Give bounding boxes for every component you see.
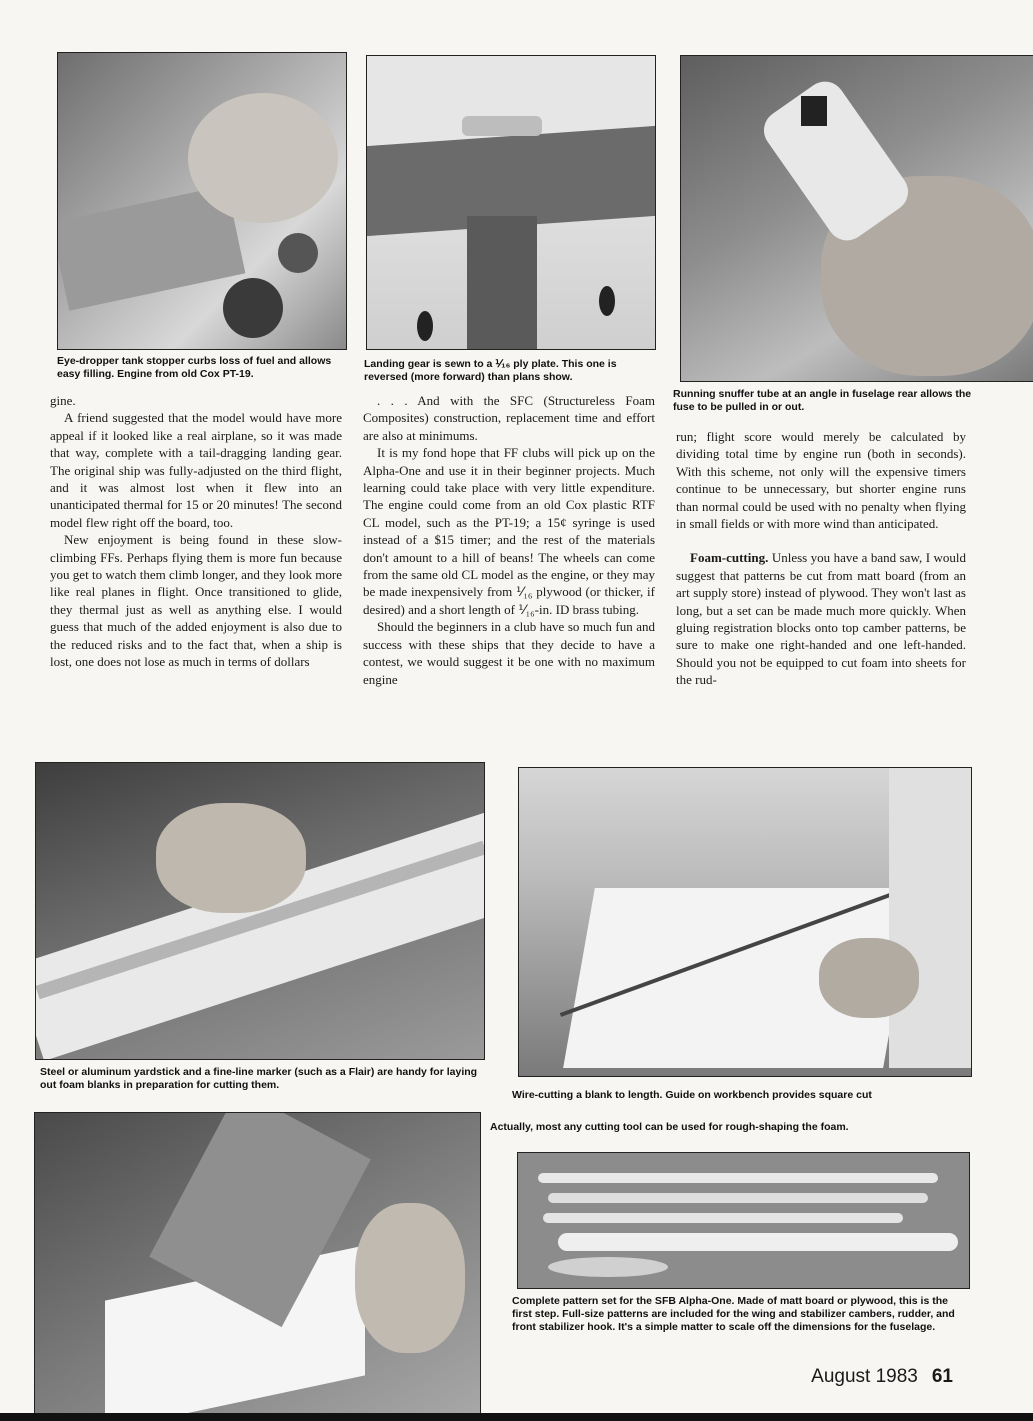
col2-paragraph-2: It is my fond hope that FF clubs will pick up on the Alpha-One and use it in their beginner projects. Much learning could take place with very little expenditure. The engine could come from an old Cox plastic RTF CL model, such as the PT-19; a 15¢ syringe is used instead of a $15 timer; and the rest of the materials don't amount to a hill of beans! The wheels can come from the same old CL model as the engine, or they may be made inexpensively from ⅟₁₆ plywood (or thicker, if desired) and a short length of ⅟₁₆-in. ID brass tubing. bbox=[363, 445, 655, 617]
col1-paragraph-3: New enjoyment is being found in these slow-climbing FFs. Perhaps flying them is more fun because you get to watch them climb longer, and they look more like real planes in flight. Once transitioned to glide, they thermal just as well as anything else. I would guess that much of the added enjoyment is also due to the reduced risks and to the fact that, when a ship is lost, one does not lose as much in terms of dollars bbox=[50, 532, 342, 670]
issue-date: August 1983 bbox=[811, 1366, 918, 1387]
col3-paragraph-2: Unless you have a band saw, I would suggest that patterns be cut from matt board (from an art supply store) instead of plywood. They won't last as long, but a set can be made much more quickly. When gluing registration blocks onto top camber patterns, be sure to make one right-handed and one left-handed. Should you not be equipped to cut foam into sheets for the rud- bbox=[676, 550, 966, 688]
caption-snuffer: Running snuffer tube at an angle in fuselage rear allows the fuse to be pulled in or out. bbox=[673, 388, 972, 413]
photo-saw-cutting bbox=[34, 1112, 481, 1414]
photo-snuffer-tube bbox=[680, 55, 1033, 382]
text-column-2 bbox=[363, 392, 655, 688]
col2-paragraph-1: . . . And with the SFC (Structureless Foam Composites) construction, replacement time and effort are also at minimums. bbox=[363, 393, 655, 443]
caption-tank: Eye-dropper tank stopper curbs loss of fuel and allows easy filling. Engine from old Cox PT-19. bbox=[57, 355, 332, 380]
text-column-3 bbox=[676, 428, 966, 689]
section-heading-foam-cutting: Foam-cutting. bbox=[690, 550, 769, 566]
photo-yardstick-foam bbox=[35, 762, 485, 1060]
caption-cutting-tool: Actually, most any cutting tool can be used for rough-shaping the foam. bbox=[490, 1121, 849, 1133]
photo-pattern-set bbox=[517, 1152, 970, 1289]
col1-paragraph-1: gine. bbox=[50, 393, 76, 408]
caption-pattern-set: Complete pattern set for the SFB Alpha-One. Made of matt board or plywood, this is the first step. Full-size patterns are included for the wing and stabilizer cambers, rudder, and front stabilizer hook. It's a simple matter to scale off the dimensions for the fuselage. bbox=[512, 1295, 955, 1333]
page-footer bbox=[811, 1366, 953, 1388]
caption-wire-cutting: Wire-cutting a blank to length. Guide on workbench provides square cut bbox=[512, 1089, 872, 1101]
photo-wire-cutting bbox=[518, 767, 972, 1077]
bottom-border bbox=[0, 1413, 1033, 1421]
photo-landing-gear bbox=[366, 55, 656, 350]
photo-engine-tank bbox=[57, 52, 347, 350]
col3-paragraph-1: run; flight score would merely be calculated by dividing total time by engine run (both in seconds). With this scheme, not only will the expensive timers continue to be unnecessary, but shorter engine runs than normal could be used with no penalty when flying in small fields or with more wind than anticipated. bbox=[676, 429, 966, 532]
caption-yardstick: Steel or aluminum yardstick and a fine-line marker (such as a Flair) are handy for laying out foam blanks in preparation for cutting them. bbox=[40, 1066, 478, 1091]
page-number: 61 bbox=[931, 1366, 953, 1387]
text-column-1 bbox=[50, 392, 342, 671]
caption-landing-gear: Landing gear is sewn to a ⅟₁₆ ply plate. This one is reversed (more forward) than plans show. bbox=[364, 358, 617, 383]
col2-paragraph-3: Should the beginners in a club have so much fun and success with these ships that they decide to have a contest, we would suggest it be one with no maximum engine bbox=[363, 619, 655, 687]
col1-paragraph-2: A friend suggested that the model would have more appeal if it looked like a real airplane, so it was made that way, complete with a tail-dragging landing gear. The original ship was fully-adjusted on the third flight, and it was almost lost when it flew into an unanticipated thermal for 15 or 20 minutes! The second model flew right off the board, too. bbox=[50, 410, 342, 530]
